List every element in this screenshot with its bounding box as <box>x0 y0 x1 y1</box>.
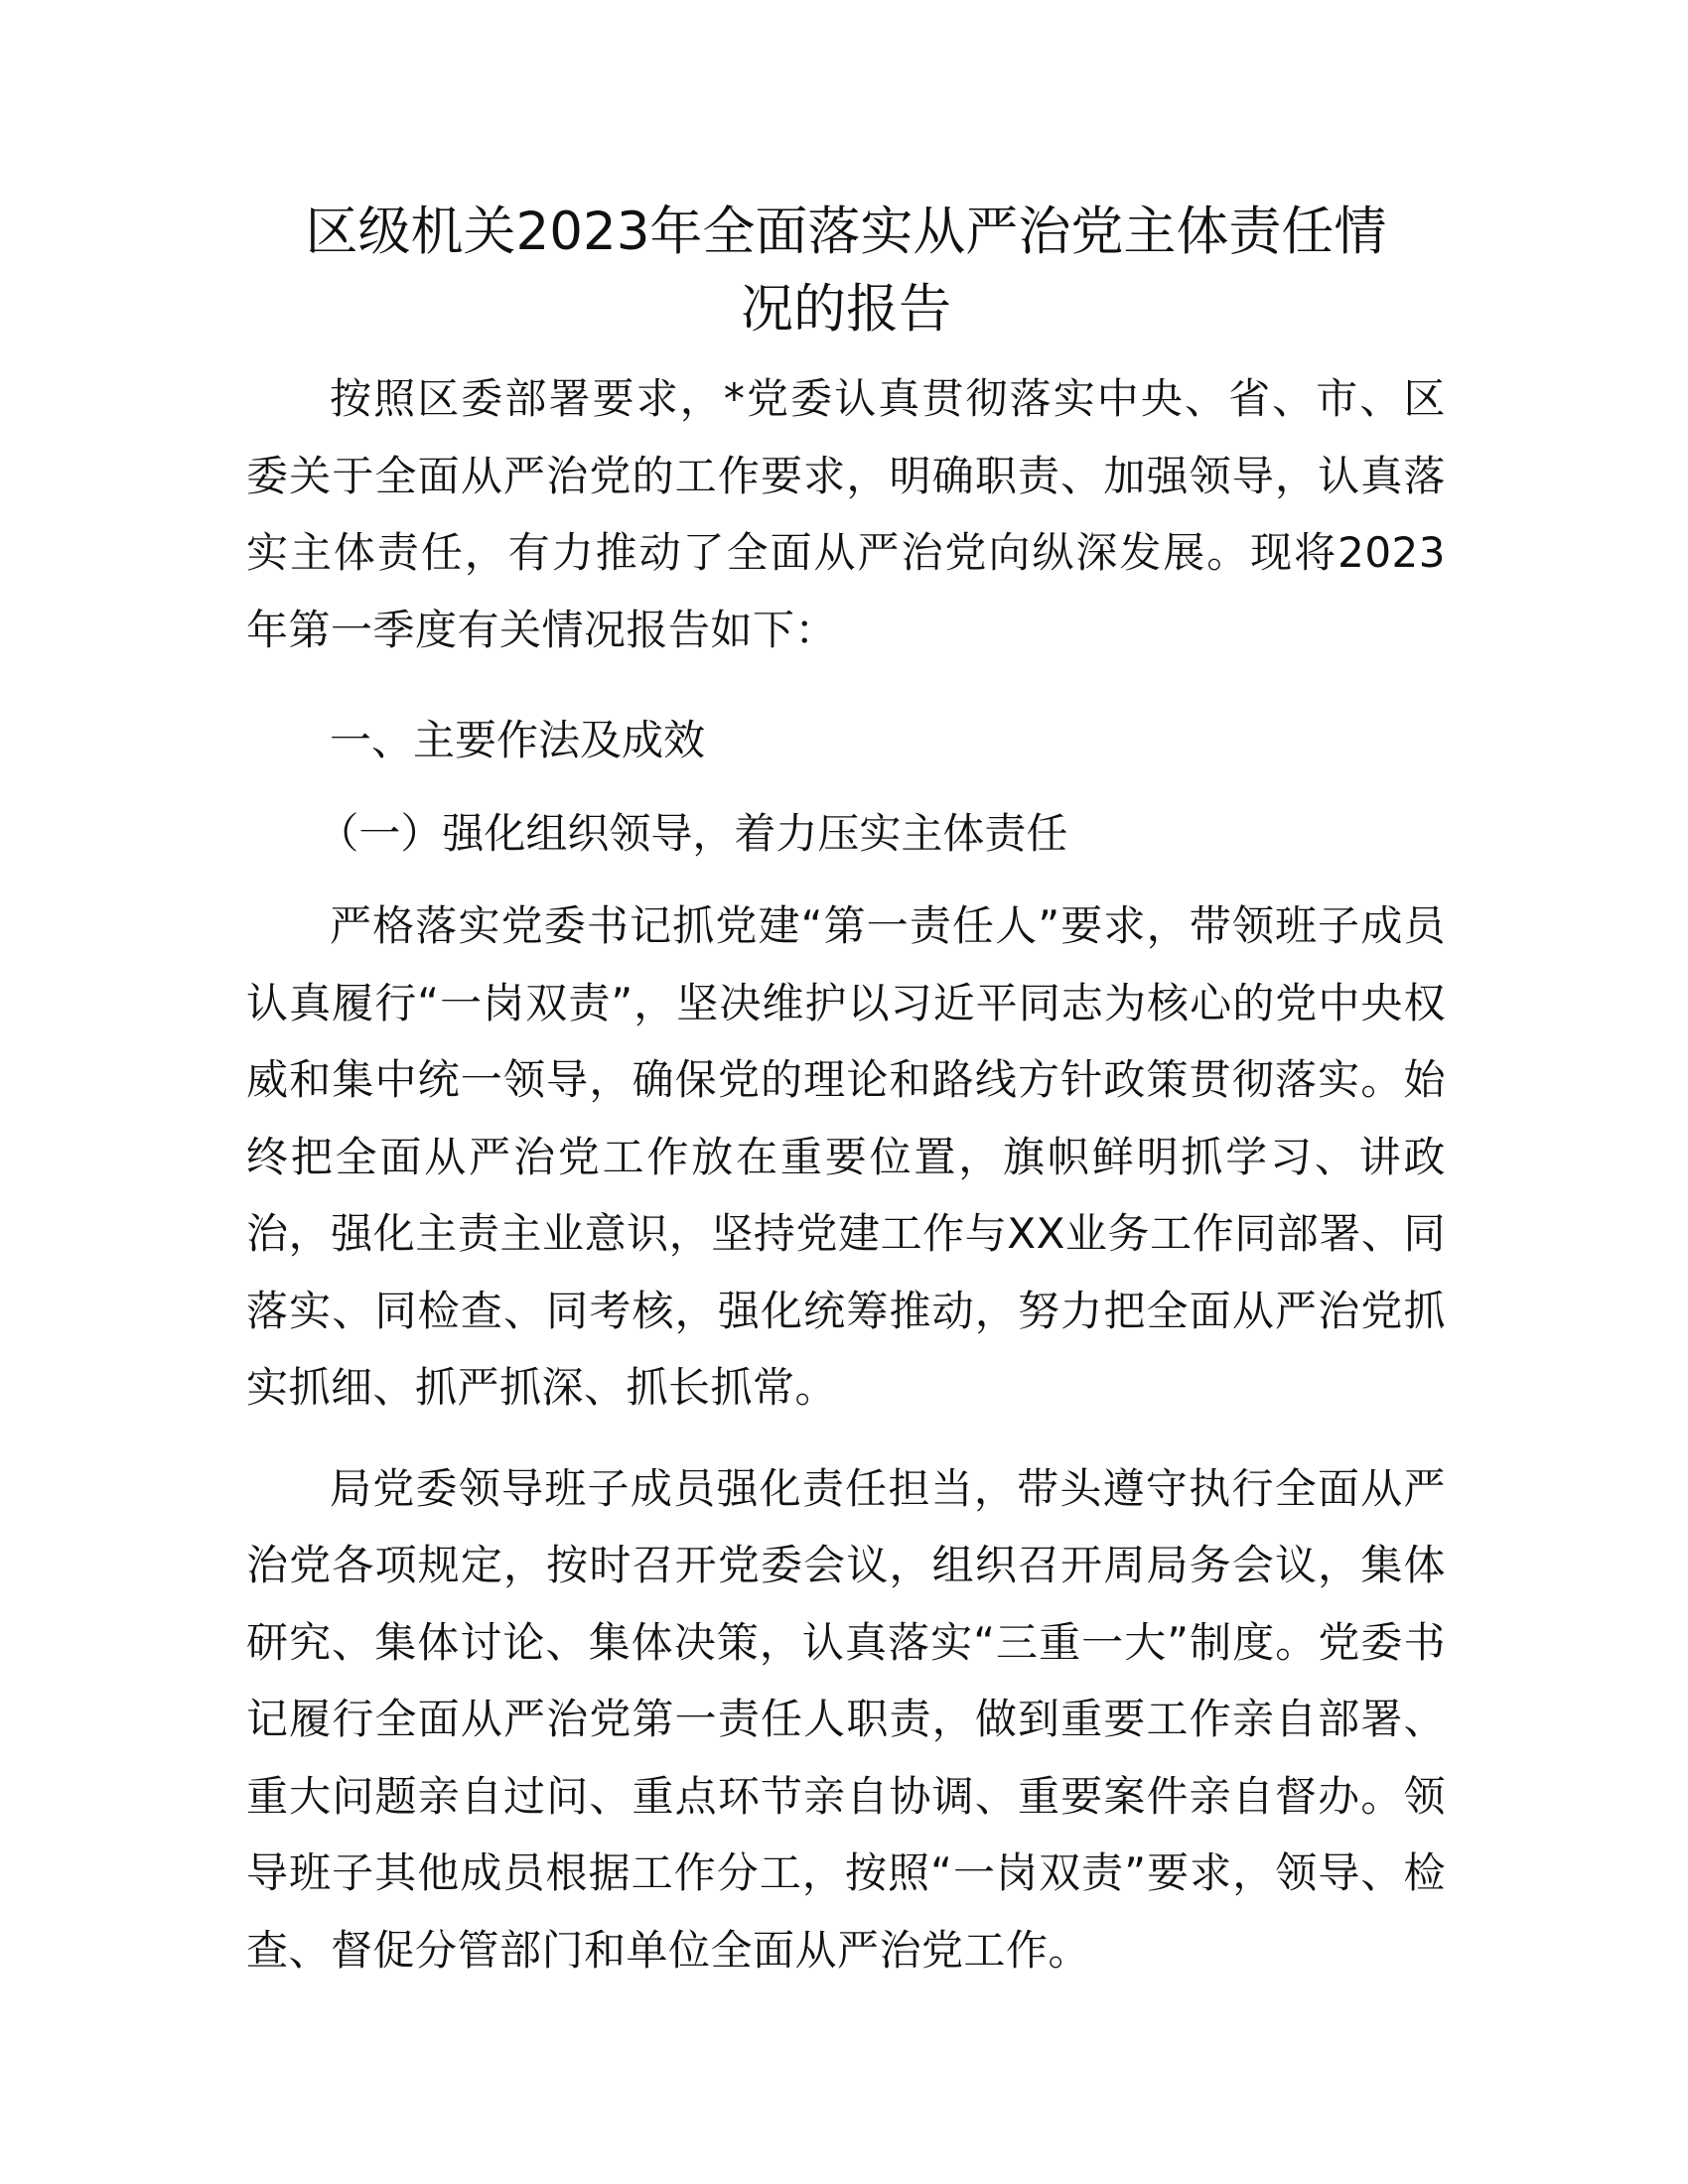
body-paragraph-2: 局党委领导班子成员强化责任担当，带头遵守执行全面从严治党各项规定，按时召开党委会议，组织召开周局务会议，集体研究、集体讨论、集体决策，认真落实“三重一大”制度。党委书记履行全面从严治党第一责任人职责，做到重要工作亲自部署、重大问题亲自过问、重点环节亲自协调、重要案件亲自督办。领导班子其他成员根据工作分工，按照“一岗双责”要求，领导、检查、督促分管部门和单位全面从严治党工作。 <box>246 1463 1446 1975</box>
body-paragraph-1: 严格落实党委书记抓党建“第一责任人”要求，带领班子成员认真履行“一岗双责”，坚决维护以习近平同志为核心的党中央权威和集中统一领导，确保党的理论和路线方针政策贯彻落实。始终把全面从严治党工作放在重要位置，旗帜鲜明抓学习、讲政治，强化主责主业意识，坚持党建工作与XX业务工作同部署、同落实、同检查、同考核，强化统筹推动，努力把全面从严治党抓实抓细、抓严抓深、抓长抓常。 <box>246 901 1446 1412</box>
document-page <box>246 194 1446 2000</box>
section-heading-1: 一、主要作法及成效 <box>330 716 706 764</box>
intro-paragraph: 按照区委部署要求，*党委认真贯彻落实中央、省、市、区委关于全面从严治党的工作要求，明确职责、加强领导，认真落实主体责任，有力推动了全面从严治党向纵深发展。现将2023年第一季度有关情况报告如下： <box>246 374 1446 654</box>
title-line-2: 况的报告 <box>741 279 951 340</box>
document-title <box>246 194 1446 348</box>
subsection-heading-1: （一）强化组织领导，着力压实主体责任 <box>317 808 1068 858</box>
title-line-1: 区级机关2023年全面落实从严治党主体责任情 <box>305 202 1387 262</box>
